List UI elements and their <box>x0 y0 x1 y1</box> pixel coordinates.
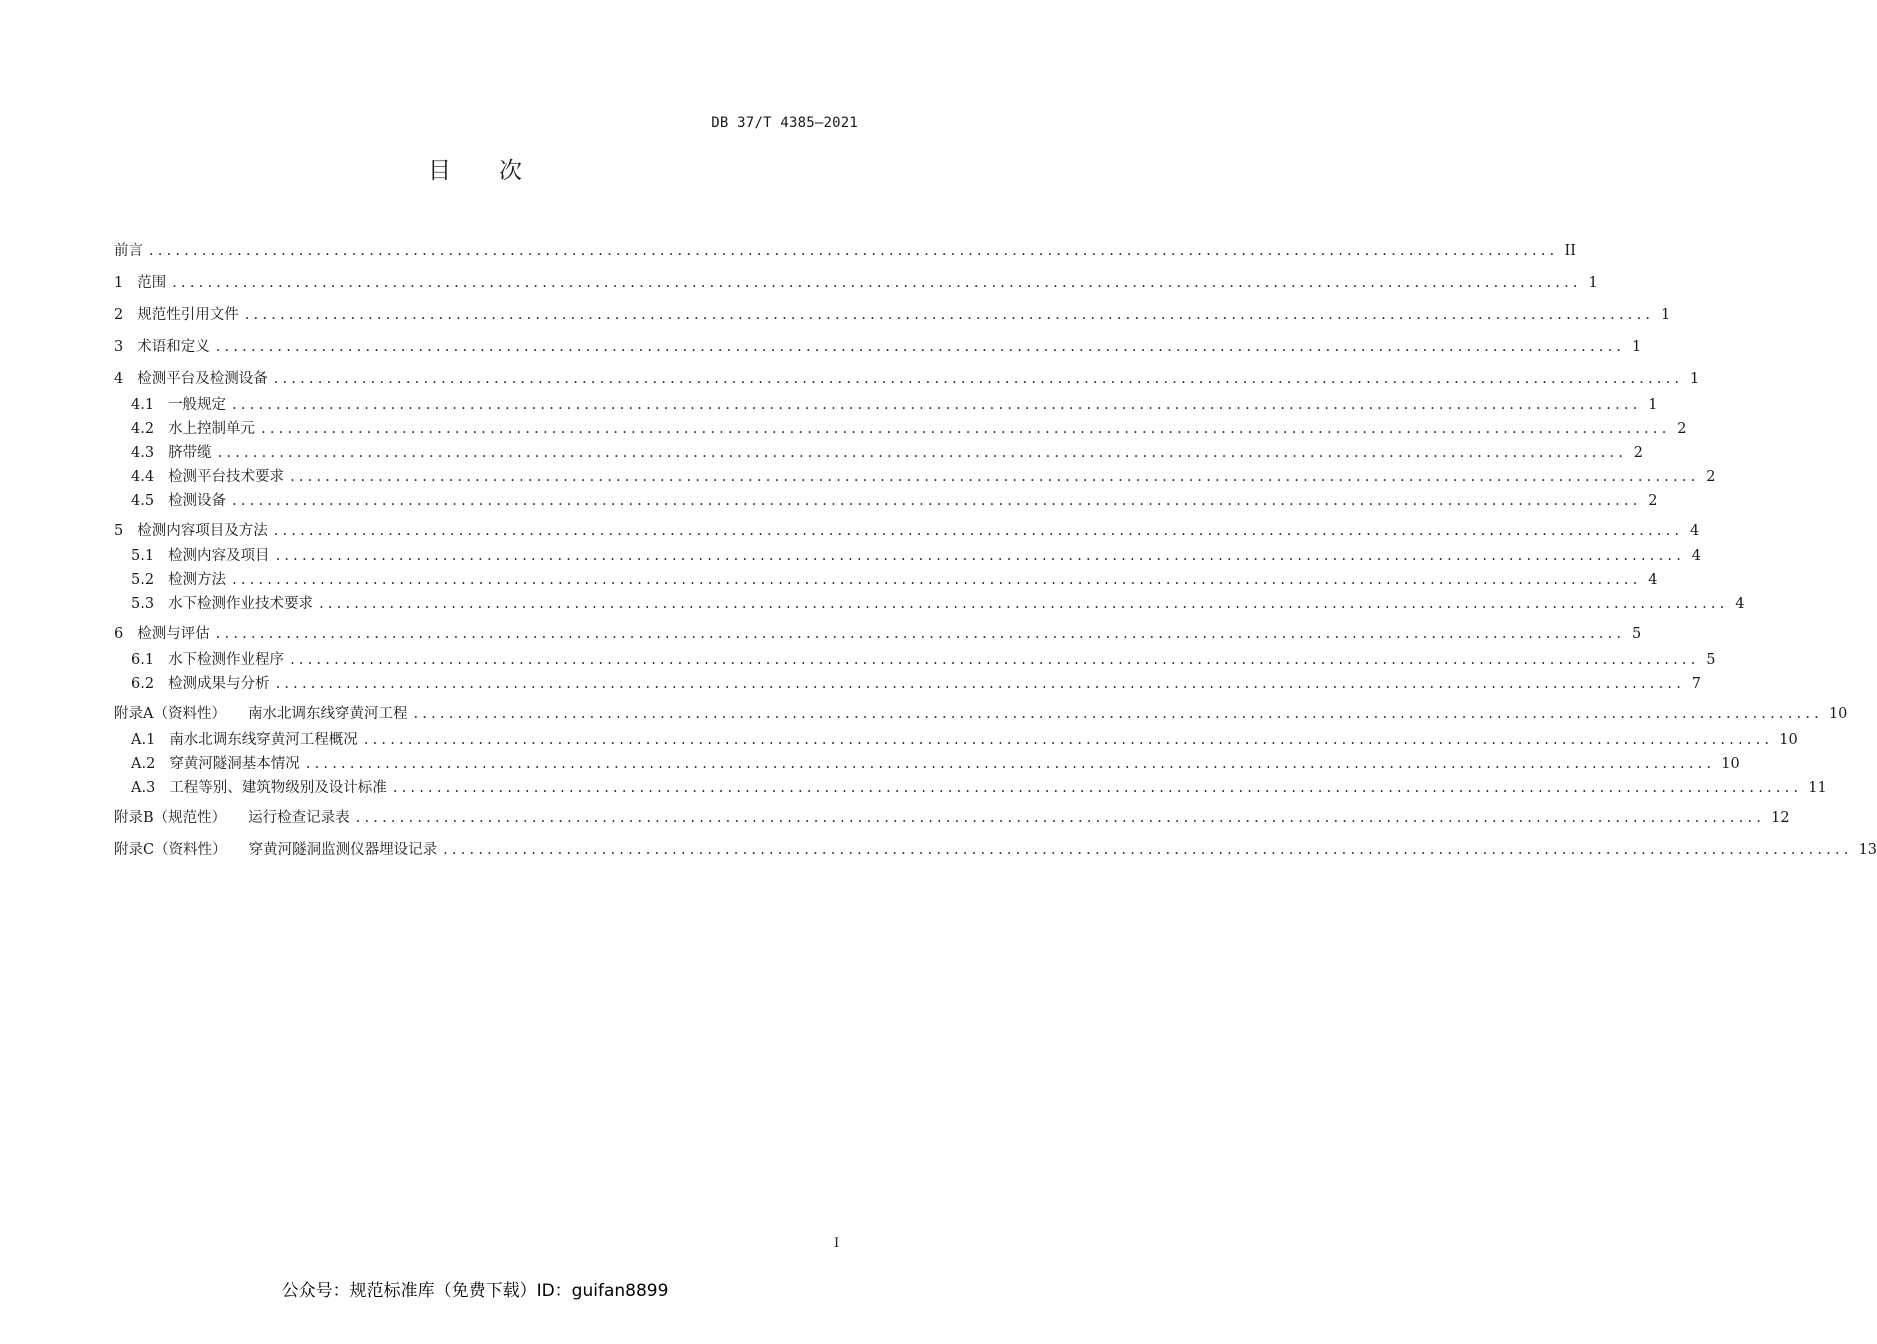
toc-entry[interactable] <box>114 569 1658 591</box>
toc-dot-leader: ................................................................................................................................................................ <box>273 523 1684 539</box>
toc-entry[interactable] <box>114 703 1848 725</box>
toc-dot-leader: ................................................................................................................................................................ <box>275 676 1686 692</box>
toc-entry-label: 水上控制单元 <box>168 421 256 437</box>
toc-entry-page: 4 <box>1689 523 1700 539</box>
toc-entry-number: 5 <box>114 523 124 539</box>
toc-entry-page: 1 <box>1588 275 1598 291</box>
toc-entry-number: 5.1 <box>131 548 155 564</box>
toc-entry-title <box>114 368 268 390</box>
toc-dot-leader: ................................................................................................................................................................ <box>273 371 1684 387</box>
toc-entry-page: 1 <box>1648 397 1658 413</box>
toc-entry[interactable] <box>114 466 1716 488</box>
toc-entry-title <box>114 304 239 326</box>
toc-entry-number: 附录B（规范性） <box>114 810 227 826</box>
toc-entry-title <box>131 442 212 464</box>
toc-entry-label: 规范性引用文件 <box>137 307 239 323</box>
toc-dot-leader: ................................................................................................................................................................ <box>232 493 1642 509</box>
toc-entry-number: 3 <box>114 339 124 355</box>
toc-entry[interactable] <box>114 272 1598 294</box>
toc-title: 目次 <box>428 158 570 184</box>
toc-entry-title <box>131 753 300 775</box>
toc-entry[interactable] <box>114 807 1790 829</box>
toc-dot-leader: ................................................................................................................................................................ <box>443 842 1853 858</box>
toc-entry-page: II <box>1564 243 1576 259</box>
toc-entry-label: 检测内容及项目 <box>168 548 270 564</box>
toc-entry-title <box>131 729 358 751</box>
toc-entry-page: 10 <box>1721 756 1740 772</box>
toc-dot-leader: ................................................................................................................................................................ <box>232 572 1642 588</box>
toc-entry[interactable] <box>114 240 1576 262</box>
toc-dot-leader: ................................................................................................................................................................ <box>290 469 1700 485</box>
toc-entry-number: 4.4 <box>131 469 155 485</box>
toc-entry[interactable] <box>114 649 1716 671</box>
toc-dot-leader: ................................................................................................................................................................ <box>172 275 1582 291</box>
toc-entry-page: 1 <box>1631 339 1642 355</box>
footer-watermark-text: 公众号：规范标准库（免费下载）ID：guifan8899 <box>281 1281 669 1301</box>
toc-entry[interactable] <box>114 394 1658 416</box>
toc-entry-number: 4 <box>114 371 124 387</box>
toc-entry[interactable] <box>114 673 1702 695</box>
toc-entry-label: 脐带缆 <box>168 445 212 461</box>
toc-entry-page: 13 <box>1858 842 1877 858</box>
toc-entry-title <box>131 466 284 488</box>
toc-entry-label: 南水北调东线穿黄河工程概况 <box>169 732 358 748</box>
toc-entry-number: 4.3 <box>131 445 155 461</box>
toc-entry-page: 10 <box>1779 732 1798 748</box>
toc-entry-title <box>114 623 210 645</box>
toc-entry-page: 4 <box>1691 548 1702 564</box>
toc-dot-leader: ................................................................................................................................................................ <box>290 652 1700 668</box>
toc-entry-title <box>131 545 270 567</box>
toc-entry-label: 穿黄河隧洞基本情况 <box>169 756 300 772</box>
toc-entry-label: 检测与评估 <box>137 626 210 642</box>
toc-entry-title <box>131 777 387 799</box>
toc-entry-label: 工程等别、建筑物级别及设计标准 <box>169 780 387 796</box>
toc-entry-page: 2 <box>1648 493 1658 509</box>
toc-entry-number: 6.1 <box>131 652 155 668</box>
toc-entry-number: 4.5 <box>131 493 155 509</box>
toc-entry-page: 2 <box>1706 469 1716 485</box>
toc-entry-page: 1 <box>1689 371 1700 387</box>
toc-entry-title <box>114 240 143 262</box>
toc-entry-page: 1 <box>1660 307 1671 323</box>
toc-entry-page: 4 <box>1648 572 1658 588</box>
toc-entry-number: 附录A（资料性） <box>114 706 226 722</box>
toc-entry-number: A.1 <box>131 732 156 748</box>
toc-entry-title <box>114 807 350 829</box>
toc-entry[interactable] <box>114 593 1745 615</box>
toc-entry-number: A.2 <box>131 756 156 772</box>
toc-entry-title <box>131 649 284 671</box>
toc-dot-leader: ................................................................................................................................................................ <box>215 626 1626 642</box>
toc-dot-leader: ................................................................................................................................................................ <box>215 339 1626 355</box>
toc-entry-label: 运行检查记录表 <box>248 810 350 826</box>
toc-entry-number: 2 <box>114 307 124 323</box>
toc-entry-title <box>131 569 226 591</box>
toc-entry-page: 11 <box>1808 780 1827 796</box>
toc-entry-number: 5.2 <box>131 572 155 588</box>
toc-entry-number: 1 <box>114 275 124 291</box>
toc-entry-number: 附录C（资料性） <box>114 842 227 858</box>
page-number: I <box>834 1236 840 1251</box>
toc-entry-title <box>131 593 313 615</box>
toc-entry-title <box>131 394 226 416</box>
toc-entry-number: 6.2 <box>131 676 155 692</box>
toc-entry-label: 水下检测作业程序 <box>168 652 285 668</box>
toc-entry-title <box>131 673 270 695</box>
toc-entry-label: 一般规定 <box>168 397 227 413</box>
toc-entry-label: 术语和定义 <box>137 339 210 355</box>
toc-entry[interactable] <box>114 753 1740 775</box>
toc-entry[interactable] <box>114 839 1877 861</box>
toc-entry-title <box>131 418 255 440</box>
toc-entry-page: 5 <box>1631 626 1642 642</box>
toc-entry[interactable] <box>114 520 1700 542</box>
toc-entry-label: 检测方法 <box>168 572 227 588</box>
toc-entry-label: 检测平台技术要求 <box>168 469 285 485</box>
toc-dot-leader: ................................................................................................................................................................ <box>319 596 1729 612</box>
toc-entry[interactable] <box>114 777 1827 799</box>
toc-entry[interactable] <box>114 418 1687 440</box>
toc-entry-page: 10 <box>1828 706 1848 722</box>
toc-entry-page: 5 <box>1706 652 1716 668</box>
toc-dot-leader: ................................................................................................................................................................ <box>217 445 1628 461</box>
toc-entry-title <box>114 839 437 861</box>
toc-entry[interactable] <box>114 336 1642 358</box>
toc-dot-leader: ................................................................................................................................................................ <box>413 706 1823 722</box>
toc-dot-leader: ................................................................................................................................................................ <box>232 397 1642 413</box>
toc-entry-number: 4.2 <box>131 421 155 437</box>
toc-entry[interactable] <box>114 368 1700 390</box>
toc-entry-label: 穿黄河隧洞监测仪器埋设记录 <box>248 842 438 858</box>
toc-dot-leader: ................................................................................................................................................................ <box>244 307 1655 323</box>
toc-dot-leader: ................................................................................................................................................................ <box>355 810 1766 826</box>
toc-entry-page: 2 <box>1677 421 1687 437</box>
toc-entry-title <box>114 520 268 542</box>
toc-entry-label: 范围 <box>137 275 167 291</box>
toc-entry-number: 5.3 <box>131 596 155 612</box>
toc-entry-title <box>114 272 166 294</box>
toc-dot-leader: ................................................................................................................................................................ <box>363 732 1774 748</box>
toc-dot-leader: ................................................................................................................................................................ <box>392 780 1803 796</box>
toc-dot-leader: ................................................................................................................................................................ <box>149 243 1559 259</box>
toc-dot-leader: ................................................................................................................................................................ <box>305 756 1716 772</box>
toc-entry[interactable] <box>114 304 1671 326</box>
toc-entry-number: 6 <box>114 626 124 642</box>
toc-dot-leader: ................................................................................................................................................................ <box>261 421 1671 437</box>
toc-entry[interactable] <box>114 623 1642 645</box>
toc-entry-title <box>131 490 226 512</box>
toc-entry-number: A.3 <box>131 780 156 796</box>
toc-entry-title <box>114 703 407 725</box>
toc-entry-label: 水下检测作业技术要求 <box>168 596 314 612</box>
toc-entry[interactable] <box>114 442 1644 464</box>
toc-entry-title <box>114 336 210 358</box>
toc-entry-page: 12 <box>1771 810 1790 826</box>
toc-entry-label: 检测设备 <box>168 493 227 509</box>
toc-entry-page: 4 <box>1735 596 1745 612</box>
toc-entry-label: 检测平台及检测设备 <box>137 371 268 387</box>
toc-entry[interactable] <box>114 490 1658 512</box>
toc-entry[interactable] <box>114 545 1702 567</box>
toc-entry-page: 7 <box>1691 676 1702 692</box>
document-code: DB 37/T 4385—2021 <box>711 115 858 131</box>
toc-entry-page: 2 <box>1633 445 1644 461</box>
toc-entry-number: 4.1 <box>131 397 155 413</box>
toc-entry[interactable] <box>114 729 1798 751</box>
toc-entry-label: 南水北调东线穿黄河工程 <box>247 706 408 722</box>
toc-dot-leader: ................................................................................................................................................................ <box>275 548 1686 564</box>
toc-entry-label: 检测内容项目及方法 <box>137 523 268 539</box>
toc-entry-label: 检测成果与分析 <box>168 676 270 692</box>
toc-entry-label: 前言 <box>114 243 143 259</box>
